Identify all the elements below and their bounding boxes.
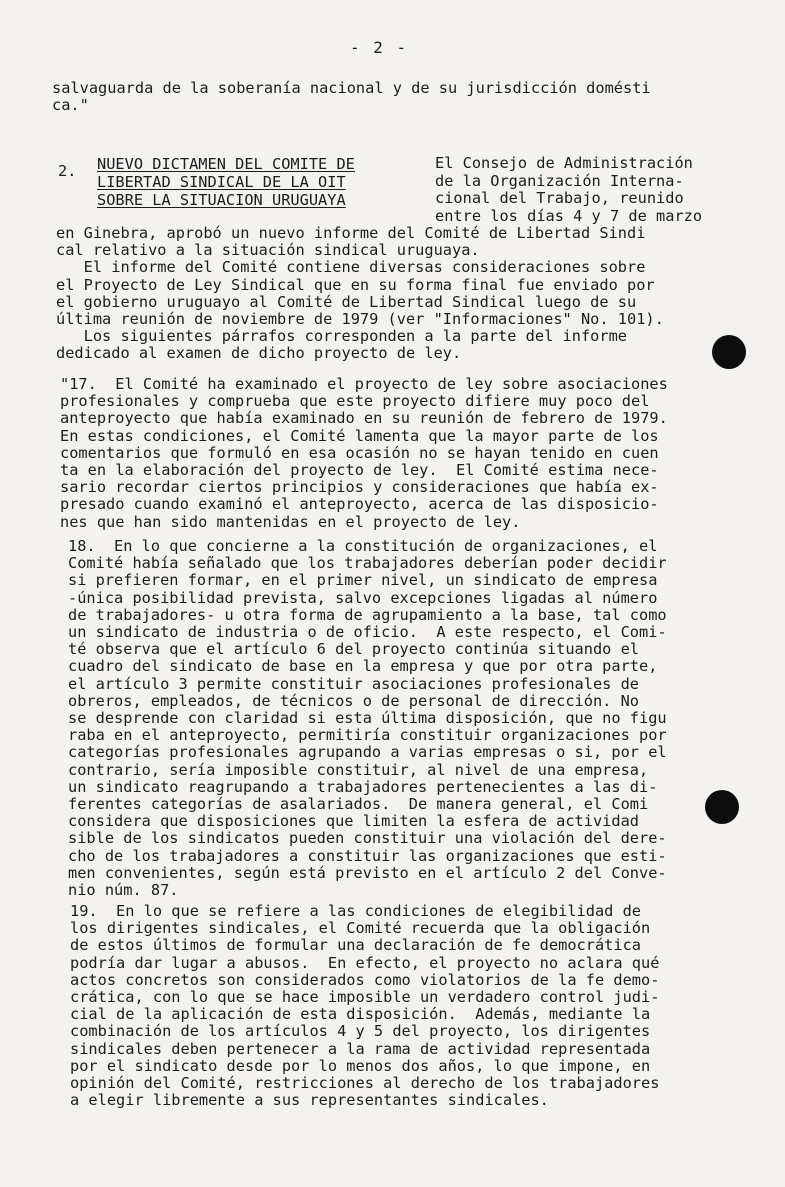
para17-line: nes que han sido mantenidas en el proyecto de ley. xyxy=(60,512,521,531)
page-number: - 2 - xyxy=(350,38,409,57)
para18-line: contrario, sería imposible constituir, al nivel de una empresa, xyxy=(68,760,649,779)
body-text xyxy=(56,225,664,363)
para18-line: men convenientes, según está previsto en el artículo 2 del Conve- xyxy=(68,863,667,882)
para19-line: 19. En lo que se refiere a las condiciones de elegibilidad de xyxy=(70,902,641,920)
para19-line: a elegir libremente a sus representantes sindicales. xyxy=(70,1091,549,1110)
para17-line: anteproyecto que había examinado en su reunión de febrero de 1979. xyxy=(60,409,668,428)
body-line: cal relativo a la situación sindical uruguaya. xyxy=(56,241,480,260)
paragraph-18 xyxy=(68,538,667,899)
body-line: el gobierno uruguayo al Comité de Libertad Sindical luego de su xyxy=(56,292,637,311)
para17-line: comentarios que formuló en esa ocasión no se hayan tenido en cuen xyxy=(60,443,659,462)
punch-hole-icon xyxy=(705,790,739,824)
para17-line: sario recordar ciertos principios y consideraciones que había ex- xyxy=(60,478,659,497)
para19-line: crática, con lo que se hace imposible un verdadero control judi- xyxy=(70,988,660,1007)
para19-line: actos concretos son considerados como violatorios de la fe demo- xyxy=(70,970,660,989)
para18-line: raba en el anteproyecto, permitiría constituir organizaciones por xyxy=(68,726,667,745)
para18-line: 18. En lo que concierne a la constitución de organizaciones, el xyxy=(68,537,658,555)
right-line: cional del Trabajo, reunido xyxy=(435,189,684,207)
para18-line: ferentes categorías de asalariados. De manera general, el Comi xyxy=(68,795,649,814)
right-line: de la Organización Interna- xyxy=(435,171,684,190)
para18-line: un sindicato reagrupando a trabajadores pertenecientes a las di- xyxy=(68,777,658,796)
para19-line: cial de la aplicación de esta disposición. Además, mediante la xyxy=(70,1005,651,1024)
para18-line: Comité había señalado que los trabajadores deberían poder decidir xyxy=(68,554,667,573)
para18-line: sible de los sindicatos pueden constituir una violación del dere- xyxy=(68,829,667,848)
paragraph-17 xyxy=(60,376,668,531)
intro-line: salvaguarda de la soberanía nacional y de su jurisdicción domésti xyxy=(52,79,651,97)
para18-line: se desprende con claridad si esta última disposición, que no figu xyxy=(68,709,667,728)
body-line: dedicado al examen de dicho proyecto de ley. xyxy=(56,344,462,363)
heading-line: NUEVO DICTAMEN DEL COMITE DE xyxy=(97,155,355,173)
para18-line: obreros, empleados, de técnicos o de personal de dirección. No xyxy=(68,691,639,710)
section-heading xyxy=(97,155,397,209)
para17-line: En estas condiciones, el Comité lamenta que la mayor parte de los xyxy=(60,426,659,445)
para18-line: considera que disposiciones que limiten la esfera de actividad xyxy=(68,812,639,831)
body-line: última reunión de noviembre de 1979 (ver "Informaciones" No. 101). xyxy=(56,310,664,329)
para17-line: profesionales y comprueba que este proyecto difiere muy poco del xyxy=(60,392,650,411)
body-line: en Ginebra, aprobó un nuevo informe del Comité de Libertad Sindi xyxy=(56,224,646,242)
para18-line: el artículo 3 permite constituir asociaciones profesionales de xyxy=(68,674,639,693)
para18-line: -única posibilidad prevista, salvo excepciones ligadas al número xyxy=(68,588,658,607)
right-line: El Consejo de Administración xyxy=(435,154,693,172)
para19-line: opinión del Comité, restricciones al derecho de los trabajadores xyxy=(70,1074,660,1093)
section-intro-right xyxy=(435,155,702,225)
para18-line: nio núm. 87. xyxy=(68,881,179,900)
body-line: Los siguientes párrafos corresponden a la parte del informe xyxy=(56,327,627,346)
intro-line: ca." xyxy=(52,96,89,115)
para19-line: por el sindicato desde por lo menos dos años, lo que impone, en xyxy=(70,1056,651,1075)
para19-line: combinación de los artículos 4 y 5 del proyecto, los dirigentes xyxy=(70,1022,651,1041)
para18-line: de trabajadores- u otra forma de agrupamiento a la base, tal como xyxy=(68,605,667,624)
para18-line: cuadro del sindicato de base en la empresa y que por otra parte, xyxy=(68,657,658,676)
heading-line: SOBRE LA SITUACION URUGUAYA xyxy=(97,191,346,209)
para18-line: cho de los trabajadores a constituir las organizaciones que esti- xyxy=(68,846,667,865)
intro-quote xyxy=(52,80,651,114)
para19-line: de estos últimos de formular una declaración de fe democrática xyxy=(70,936,641,955)
punch-hole-icon xyxy=(712,335,746,369)
para18-line: si prefieren formar, en el primer nivel, un sindicato de empresa xyxy=(68,571,658,590)
para19-line: podría dar lugar a abusos. En efecto, el proyecto no aclara qué xyxy=(70,953,660,972)
para17-line: presado cuando examinó el anteproyecto, acerca de las disposicio- xyxy=(60,495,659,514)
heading-line: LIBERTAD SINDICAL DE LA OIT xyxy=(97,173,346,191)
para18-line: té observa que el artículo 6 del proyecto continúa situando el xyxy=(68,640,639,659)
para17-line: "17. El Comité ha examinado el proyecto de ley sobre asociaciones xyxy=(60,375,668,393)
para17-line: ta en la elaboración del proyecto de ley. El Comité estima nece- xyxy=(60,461,659,480)
section-number: 2. xyxy=(58,162,77,180)
para19-line: los dirigentes sindicales, el Comité recuerda que la obligación xyxy=(70,919,651,938)
body-line: el Proyecto de Ley Sindical que en su forma final fue enviado por xyxy=(56,275,655,294)
body-line: El informe del Comité contiene diversas consideraciones sobre xyxy=(56,258,646,277)
paragraph-19 xyxy=(70,903,659,1109)
para19-line: sindicales deben pertenecer a la rama de actividad representada xyxy=(70,1039,651,1058)
para18-line: un sindicato de industria o de oficio. A este respecto, el Comi- xyxy=(68,623,667,642)
right-line: entre los días 4 y 7 de marzo xyxy=(435,206,703,225)
para18-line: categorías profesionales agrupando a varias empresas o si, por el xyxy=(68,743,667,762)
